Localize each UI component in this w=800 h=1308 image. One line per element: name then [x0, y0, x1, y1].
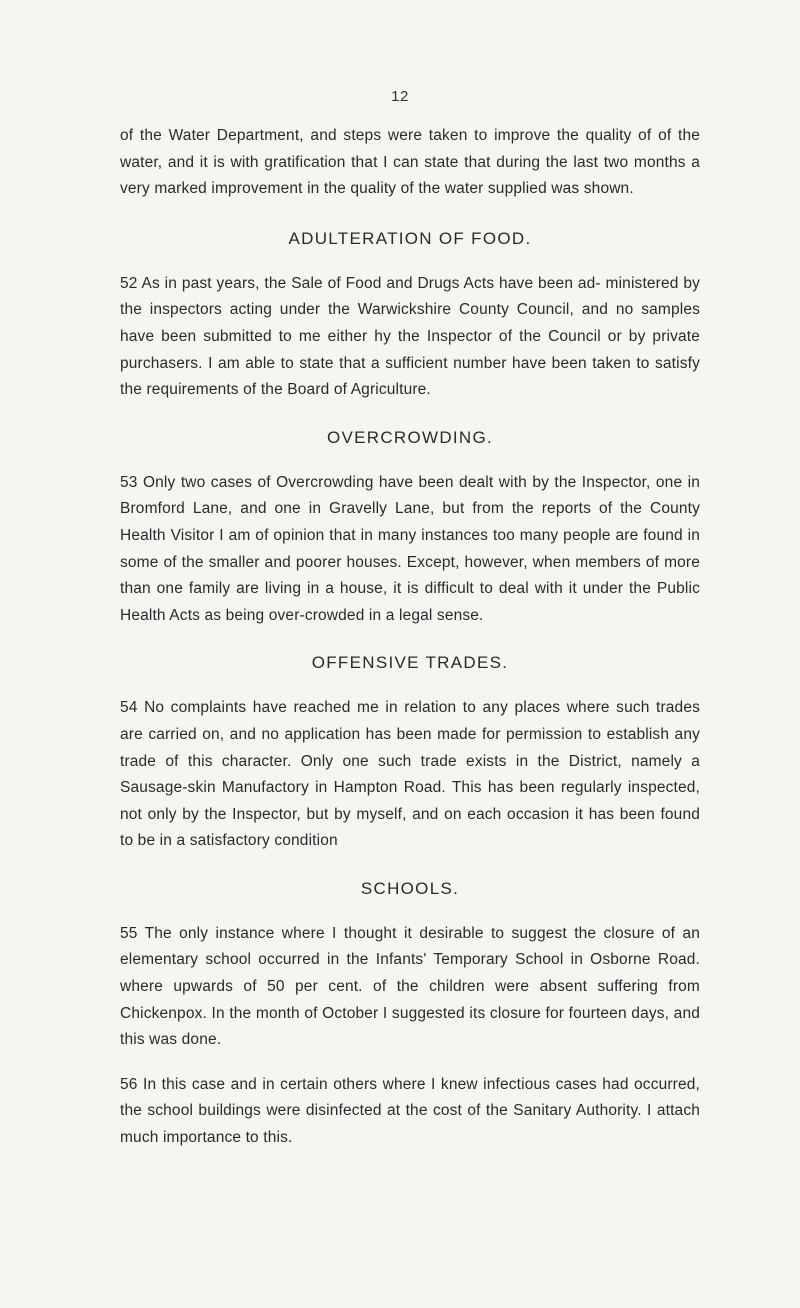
paragraph-54 [120, 695, 700, 855]
paragraph-number: 52 [120, 274, 138, 292]
heading-overcrowding: OVERCROWDING. [326, 427, 494, 447]
paragraph-52 [120, 271, 700, 404]
paragraph-text: In this case and in certain others where I knew infectious cases had occurred, the school buildings were disinfected at the cost of the Sanitary Authority. I attach much importance to this. [120, 1075, 700, 1147]
paragraph-number: 54 [120, 699, 138, 717]
paragraph-56 [120, 1072, 700, 1152]
heading-adulteration-of-food: ADULTERATION OF FOOD. [288, 228, 532, 248]
paragraph-number: 55 [120, 924, 138, 942]
paragraph-number: 56 [120, 1075, 138, 1093]
paragraph-number: 53 [120, 473, 138, 491]
intro-paragraph: of the Water Department, and steps were taken to improve the quality of of the water, and it is with gratification that I can state that during the last two months a very marked improvement in the quality of the water supplied was shown. [120, 127, 700, 198]
heading-schools: SCHOOLS. [360, 878, 460, 898]
paragraph-text: As in past years, the Sale of Food and Drugs Acts have been ad- ministered by the inspectors acting under the Warwickshire County Council, and no samples have been submitted to me either hy the Inspector of the Council or by private purchasers. I am able to state that a sufficient number have been taken to satisfy the requirements of the Board of Agriculture. [120, 274, 700, 399]
paragraph-53 [120, 470, 700, 630]
paragraph-text: No complaints have reached me in relation to any places where such trades are carried on, and no application has been made for permission to establish any trade of this character. Only one such trade exists in the District, namely a Sausage-skin Manufactory in Hampton Road. This has been regularly inspected, not only by the Inspector, but by myself, and on each occasion it has been found to be in a satisfactory condition [120, 699, 700, 850]
page-number: 12 [391, 88, 409, 105]
paragraph-text: The only instance where I thought it desirable to suggest the closure of an elementary school occurred in the Infants' Temporary School in Osborne Road. where upwards of 50 per cent. of the children were absent suffering from Chickenpox. In the month of October I suggested its closure for fourteen days, and this was done. [120, 924, 700, 1049]
paragraph-55 [120, 921, 700, 1054]
paragraph-text: Only two cases of Overcrowding have been dealt with by the Inspector, one in Bromford Lane, and one in Gravelly Lane, but from the reports of the County Health Visitor I am of opinion that in many instances too many people are found in some of the smaller and poorer houses. Except, however, when members of more than one family are living in a house, it is difficult to deal with it under the Public Health Acts as being over-crowded in a legal sense. [120, 473, 700, 624]
document-body [120, 123, 700, 1152]
heading-offensive-trades: OFFENSIVE TRADES. [311, 653, 509, 673]
